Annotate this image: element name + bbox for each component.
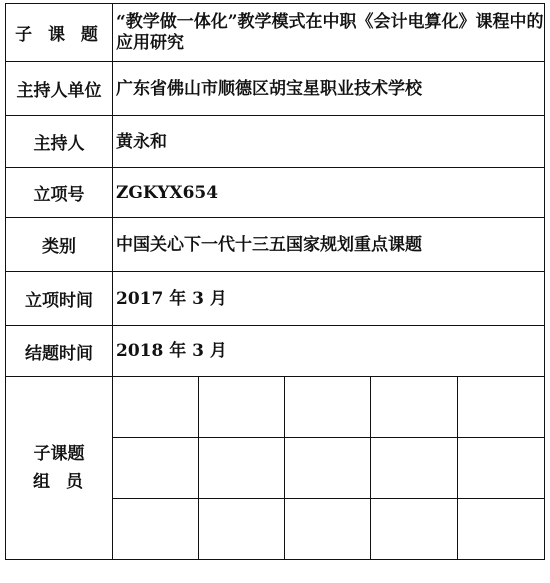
member-cell <box>113 377 199 438</box>
members-label <box>6 377 113 560</box>
member-cell <box>113 499 199 560</box>
member-cell <box>371 438 458 499</box>
member-cell <box>285 438 371 499</box>
member-cell <box>458 438 545 499</box>
row-host <box>6 116 545 168</box>
row-category <box>6 218 545 272</box>
project-info-table <box>5 3 545 560</box>
members-label-line2: 组员 <box>33 472 99 492</box>
row-end-date <box>6 326 545 377</box>
row-start-date <box>6 272 545 326</box>
host-label: 主持人 <box>6 116 113 168</box>
start-date-value: 2017 年 3 月 <box>113 272 545 326</box>
end-date-value: 2018 年 3 月 <box>113 326 545 377</box>
member-cell <box>285 377 371 438</box>
category-value: 中国关心下一代十三五国家规划重点课题 <box>113 218 545 272</box>
member-cell <box>458 499 545 560</box>
member-cell <box>458 377 545 438</box>
member-cell <box>199 377 285 438</box>
member-cell <box>199 438 285 499</box>
row-host-unit <box>6 62 545 116</box>
member-cell <box>113 438 199 499</box>
project-number-label: 立项号 <box>6 168 113 218</box>
member-cell <box>199 499 285 560</box>
subtopic-label: 子 课 题 <box>6 4 113 62</box>
project-number-value: ZGKYX654 <box>113 168 545 218</box>
start-date-label: 立项时间 <box>6 272 113 326</box>
host-unit-value: 广东省佛山市顺德区胡宝星职业技术学校 <box>113 62 545 116</box>
category-label: 类别 <box>6 218 113 272</box>
subtopic-value: “教学做一体化”教学模式在中职《会计电算化》课程中的应用研究 <box>113 4 545 62</box>
member-row <box>6 377 545 438</box>
member-cell <box>285 499 371 560</box>
row-project-number <box>6 168 545 218</box>
end-date-label: 结题时间 <box>6 326 113 377</box>
member-cell <box>371 377 458 438</box>
members-label-line1: 子课题 <box>33 444 85 464</box>
host-unit-label: 主持人单位 <box>6 62 113 116</box>
member-cell <box>371 499 458 560</box>
row-subtopic <box>6 4 545 62</box>
host-value: 黄永和 <box>113 116 545 168</box>
